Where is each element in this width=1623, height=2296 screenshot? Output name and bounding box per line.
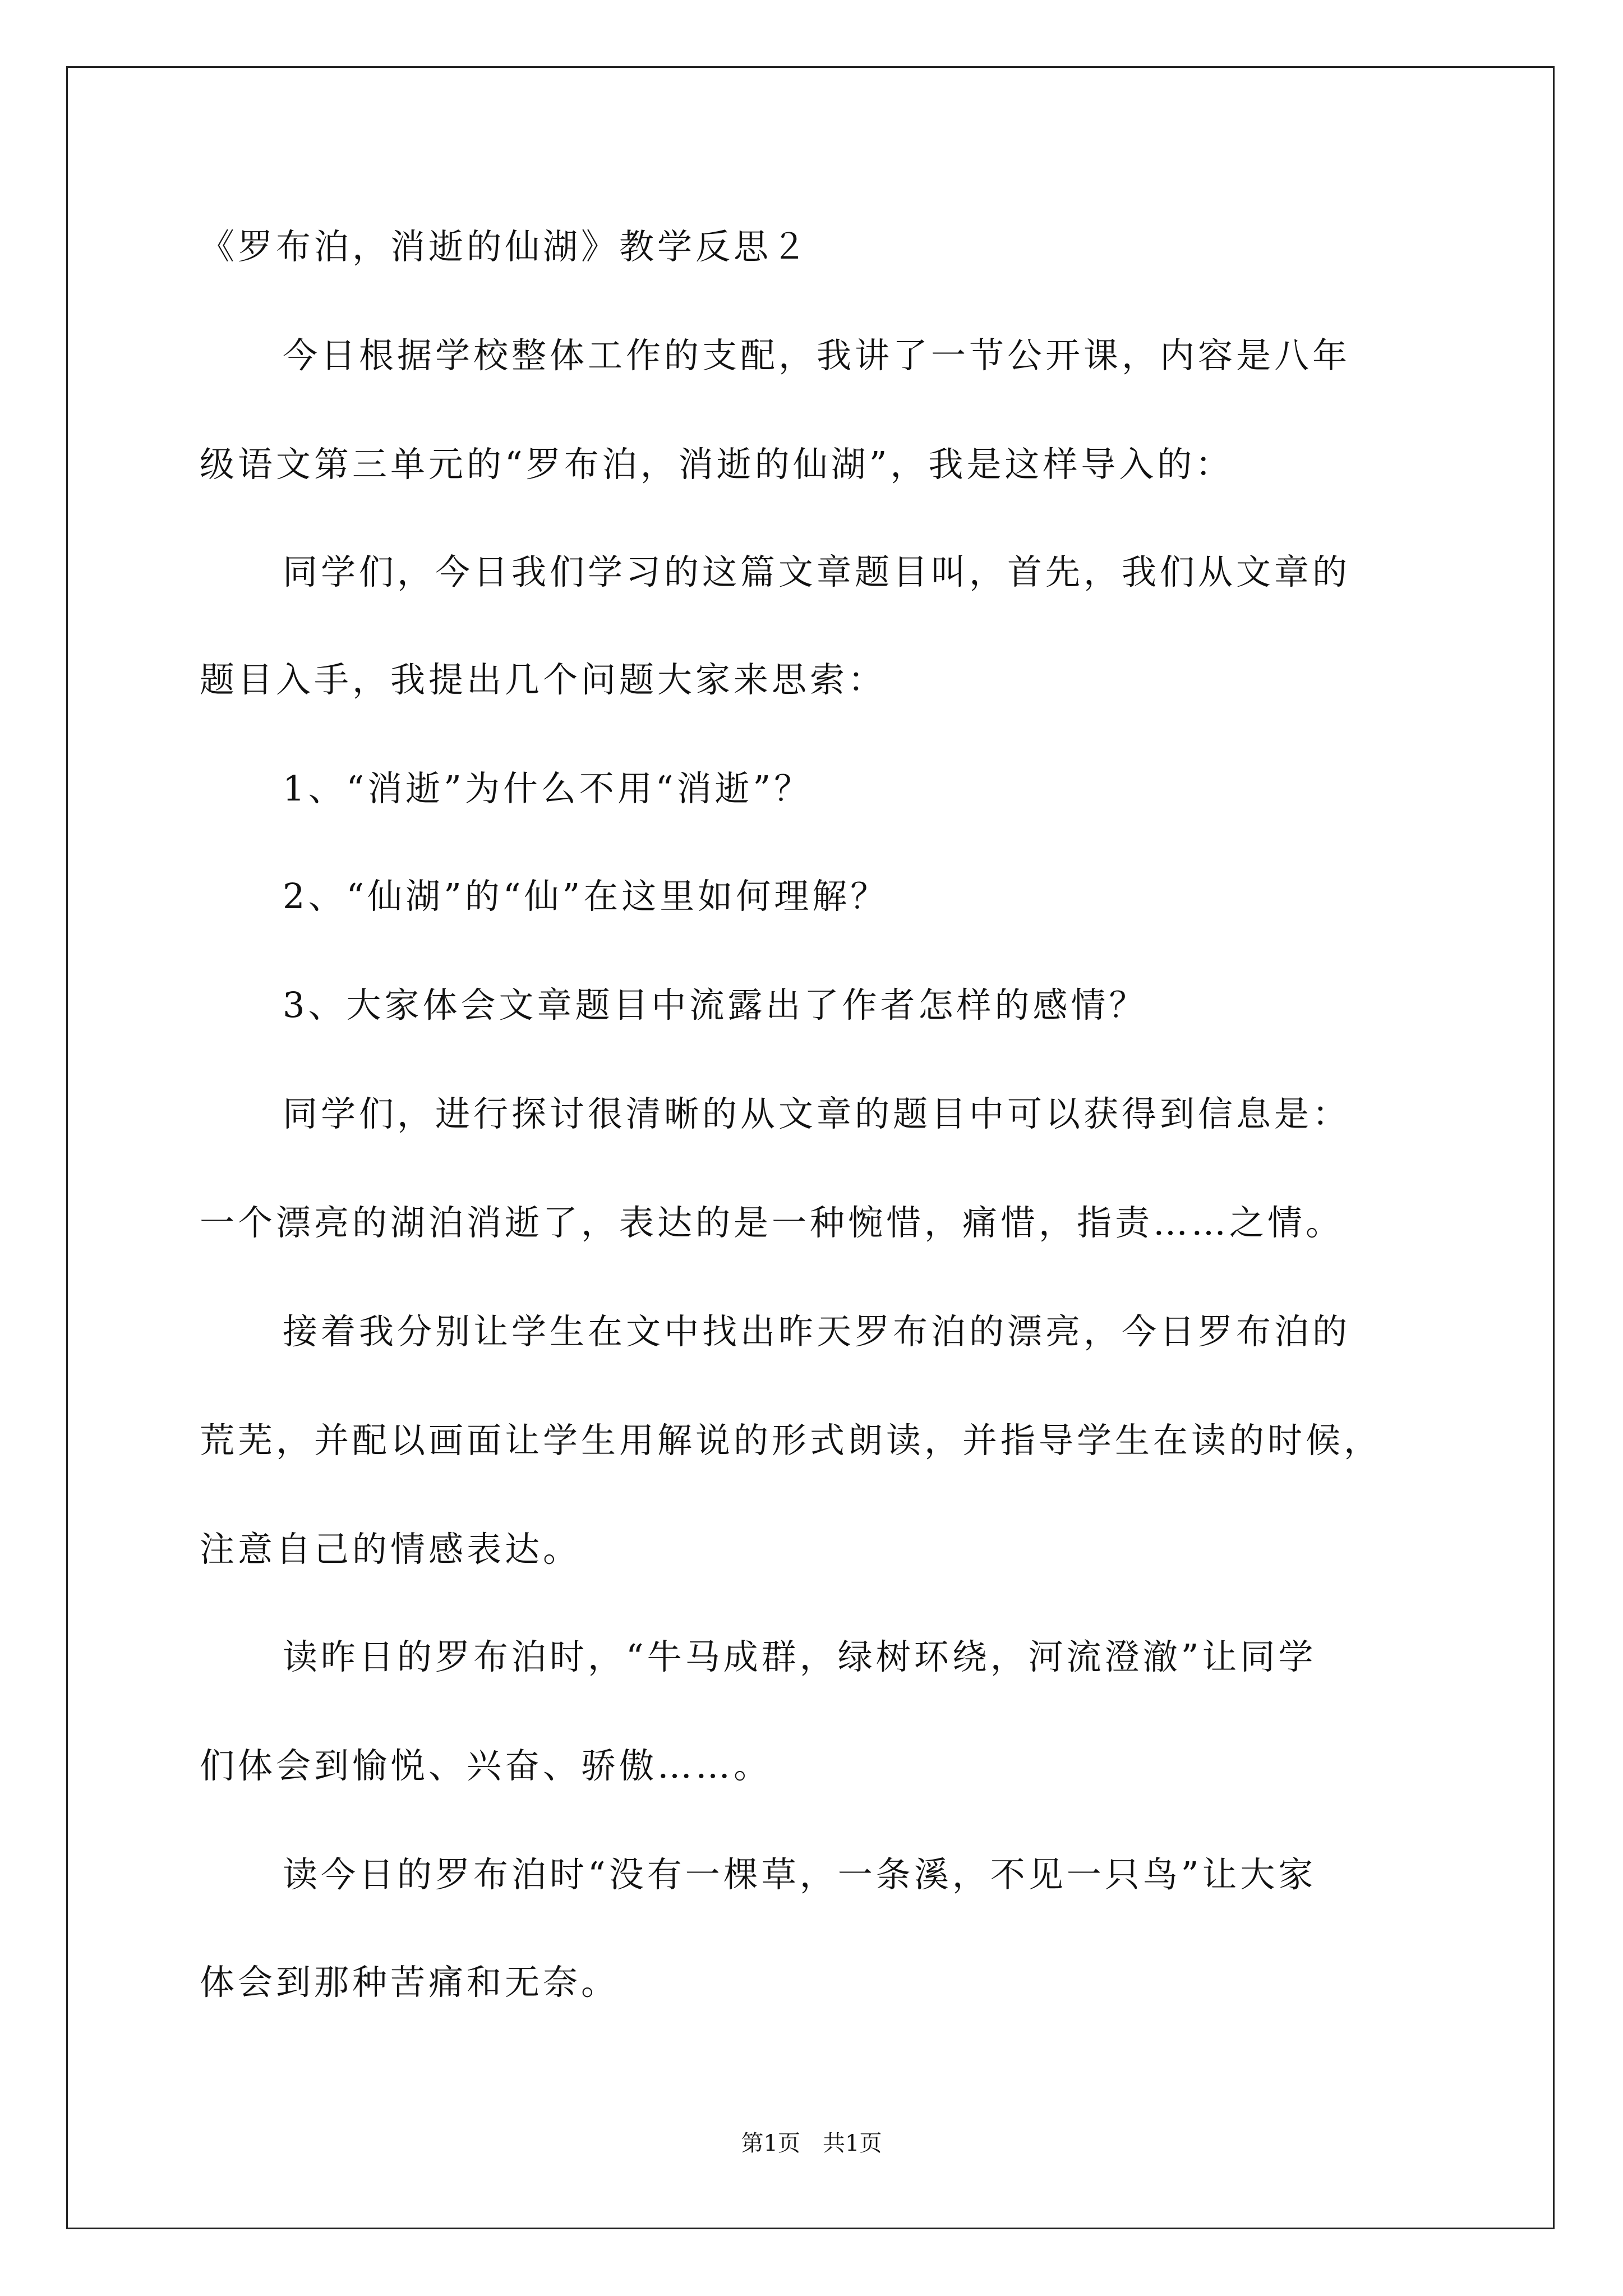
paragraph-line: 读昨日的罗布泊时，“牛马成群，绿树环绕，河流澄澈”让同学 xyxy=(283,1636,1317,1677)
paragraph-line: 读今日的罗布泊时“没有一棵草，一条溪，不见一只鸟”让大家 xyxy=(283,1854,1317,1895)
page-border xyxy=(66,66,1555,2229)
document-title: 《罗布泊，消逝的仙湖》教学反思２ xyxy=(200,226,810,267)
paragraph-line: 题目入手，我提出几个问题大家来思索： xyxy=(200,659,887,700)
paragraph-line: 们体会到愉悦、兴奋、骄傲……。 xyxy=(200,1745,772,1786)
paragraph-line: 今日根据学校整体工作的支配，我讲了一节公开课，内容是八年 xyxy=(283,335,1351,376)
question-item: 1、“消逝”为什么不用“消逝”？ xyxy=(283,768,813,809)
paragraph-line: 一个漂亮的湖泊消逝了，表达的是一种惋惜，痛惜，指责……之情。 xyxy=(200,1202,1344,1243)
page-number: 第1页 共1页 xyxy=(741,2131,882,2156)
paragraph-line: 同学们，进行探讨很清晰的从文章的题目中可以获得到信息是： xyxy=(283,1093,1351,1134)
paragraph-line: 体会到那种苦痛和无奈。 xyxy=(200,1962,620,2003)
paragraph-line: 同学们，今日我们学习的这篇文章题目叫，首先，我们从文章的 xyxy=(283,551,1351,592)
question-item: 2、“仙湖”的“仙”在这里如何理解？ xyxy=(283,876,889,917)
paragraph-line: 级语文第三单元的“罗布泊，消逝的仙湖”，我是这样导入的： xyxy=(200,444,1234,485)
paragraph-line: 注意自己的情感表达。 xyxy=(200,1529,582,1570)
paragraph-line: 接着我分别让学生在文中找出昨天罗布泊的漂亮，今日罗布泊的 xyxy=(283,1311,1351,1352)
question-item: 3、大家体会文章题目中流露出了作者怎样的感情？ xyxy=(283,984,1147,1025)
paragraph-line: 荒芜，并配以画面让学生用解说的形式朗读，并指导学生在读的时候， xyxy=(200,1420,1382,1461)
